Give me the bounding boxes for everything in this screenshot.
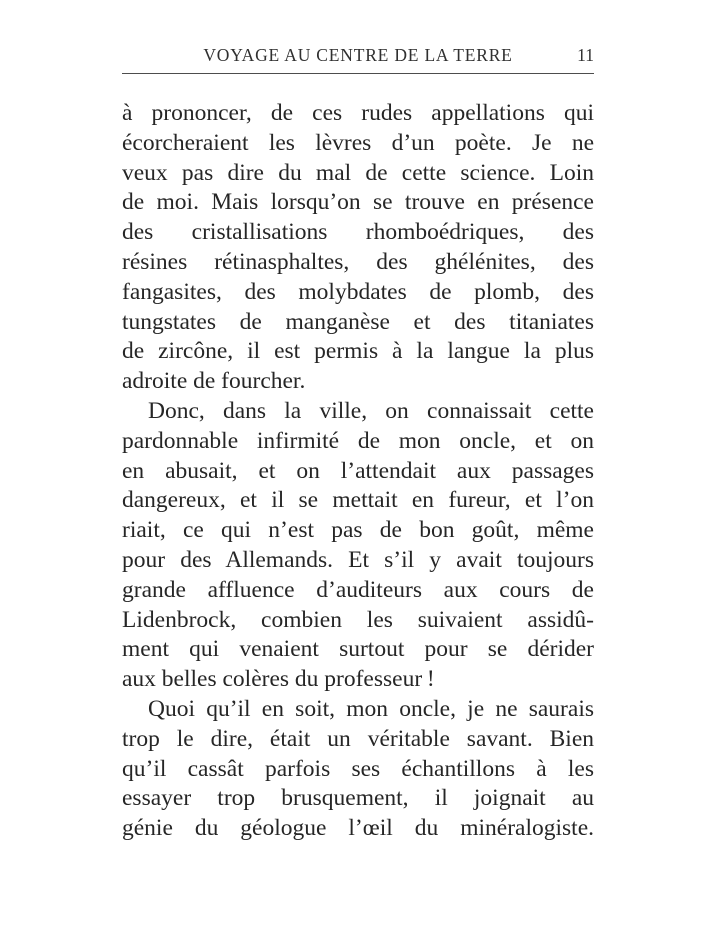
paragraph	[122, 99, 594, 397]
text-line: génie du géologue l’œil du minéralogiste.	[122, 815, 594, 842]
text-line: Donc, dans la ville, on connaissait cette	[148, 397, 594, 424]
paragraph	[122, 397, 594, 695]
text-line: ment qui venaient surtout pour se dérider	[122, 636, 594, 663]
text-line: Lidenbrock, combien les suivaient assidû-	[122, 606, 594, 633]
text-line: résines rétinasphaltes, des ghélénites, des	[122, 248, 594, 275]
text-line: qu’il cassât parfois ses échantillons à les	[122, 755, 594, 782]
text-line: de moi. Mais lorsqu’on se trouve en présence	[122, 189, 594, 216]
running-title: VOYAGE AU CENTRE DE LA TERRE	[203, 45, 513, 65]
text-line: fangasites, des molybdates de plomb, des	[122, 278, 594, 305]
text-line: essayer trop brusquement, il joignait au	[122, 785, 594, 812]
text-line: aux belles colères du professeur !	[122, 666, 435, 693]
text-line: des cristallisations rhomboédriques, des	[122, 219, 594, 246]
text-line: tungstates de manganèse et des titaniates	[122, 308, 594, 335]
text-line: dangereux, et il se mettait en fureur, et l’on	[122, 487, 594, 514]
text-line: veux pas dire du mal de cette science. Loin	[122, 159, 594, 186]
text-line: trop le dire, était un véritable savant. Bien	[122, 725, 594, 752]
running-header	[122, 45, 594, 66]
text-line: pardonnable infirmité de mon oncle, et on	[122, 427, 594, 454]
page-number: 11	[577, 45, 594, 65]
text-line: Quoi qu’il en soit, mon oncle, je ne saurais	[148, 695, 594, 722]
body-text	[122, 99, 594, 844]
text-line: de zircône, il est permis à la langue la plus	[122, 338, 594, 365]
text-line: riait, ce qui n’est pas de bon goût, même	[122, 517, 594, 544]
text-line: à prononcer, de ces rudes appellations qui	[122, 100, 594, 126]
text-line: écorcheraient les lèvres d’un poète. Je ne	[122, 129, 594, 156]
page-content	[122, 45, 594, 844]
text-line: grande affluence d’auditeurs aux cours de	[122, 576, 594, 603]
text-line: adroite de fourcher.	[122, 368, 306, 395]
text-line: en abusait, et on l’attendait aux passages	[122, 457, 594, 484]
header-rule	[122, 73, 594, 74]
text-line: pour des Allemands. Et s’il y avait toujours	[122, 546, 594, 573]
paragraph	[122, 695, 594, 844]
